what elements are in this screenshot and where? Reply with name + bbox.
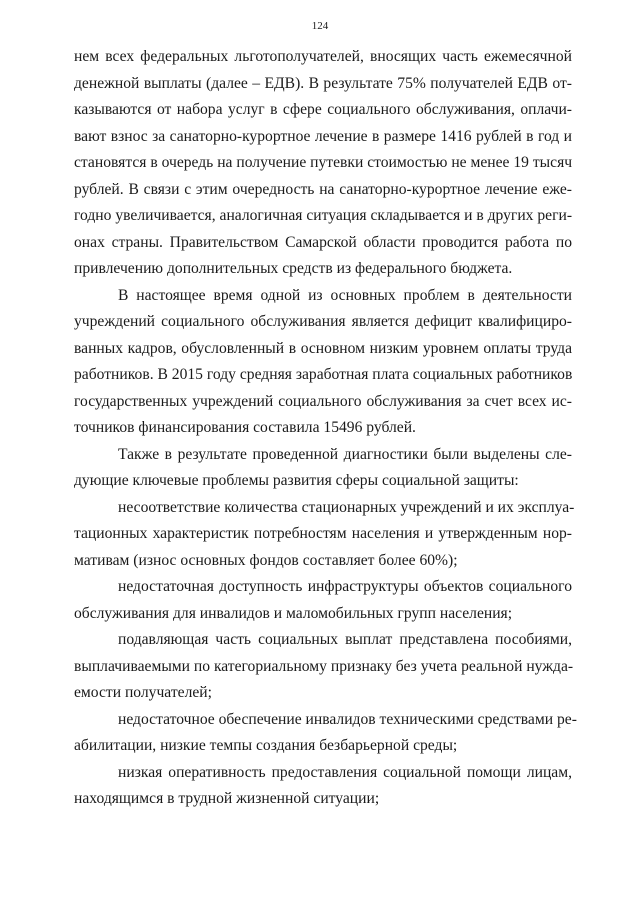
text-line: ванных кадров, обусловленный в основном низким уровнем оплаты труда	[74, 339, 572, 357]
text-line: выплачиваемыми по категориальному признаку без учета реальной нужда-	[74, 657, 574, 675]
document-body	[74, 44, 577, 813]
page-number: 124	[311, 20, 329, 32]
paragraph	[74, 574, 572, 627]
text-line: работников. В 2015 году средняя заработная плата социальных работников	[74, 366, 573, 383]
text-line: мативам (износ основных фондов составляет более 60%);	[74, 551, 458, 569]
text-line: подавляющая часть социальных выплат представлена пособиями,	[118, 631, 572, 648]
text-line: привлечению дополнительных средств из федерального бюджета.	[74, 260, 513, 277]
text-line: дующие ключевые проблемы развития сферы социальной защиты:	[74, 472, 519, 489]
paragraph	[74, 760, 572, 813]
paragraph	[74, 707, 577, 760]
text-line: В настоящее время одной из основных проблем в деятельности	[118, 286, 572, 304]
text-line: годно увеличивается, аналогичная ситуация складывается и в других реги-	[74, 207, 573, 224]
text-line: рублей. В связи с этим очередность на санаторно-курортное лечение еже-	[74, 180, 572, 198]
text-line: онах страны. Правительством Самарской области проводится работа по	[74, 233, 572, 251]
text-line: становятся в очередь на получение путевки стоимостью не менее 19 тысяч	[74, 154, 573, 171]
paragraph	[74, 627, 572, 707]
text-line: учреждений социального обслуживания является дефицит квалифициро-	[74, 313, 572, 330]
text-line: обслуживания для инвалидов и маломобильных групп населения;	[74, 604, 513, 622]
text-line: недостаточное обеспечение инвалидов техническими средствами ре-	[118, 710, 577, 728]
paragraph	[74, 442, 572, 495]
text-line: денежной выплаты (далее – ЕДВ). В результате 75% получателей ЕДВ от-	[74, 74, 572, 92]
text-line: находящимся в трудной жизненной ситуации;	[74, 790, 380, 807]
text-line: нем всех федеральных льготополучателей, вносящих часть ежемесячной	[74, 48, 572, 65]
text-line: государственных учреждений социального обслуживания за счет всех ис-	[74, 392, 572, 410]
text-line: вают взнос за санаторно-курортное лечение в размере 1416 рублей в год и	[74, 127, 572, 145]
text-line: низкая оперативность предоставления социальной помощи лицам,	[118, 763, 572, 781]
text-line: емости получателей;	[74, 684, 212, 701]
text-line: казываются от набора услуг в сфере социального обслуживания, оплачи-	[74, 101, 572, 118]
text-line: абилитации, низкие темпы создания безбарьерной среды;	[74, 737, 458, 754]
text-line: несоответствие количества стационарных учреждений и их эксплуа-	[118, 498, 575, 516]
text-line: недостаточная доступность инфраструктуры объектов социального	[118, 578, 572, 595]
paragraph	[74, 495, 575, 575]
text-line: тационных характеристик потребностям населения и утвержденным нор-	[74, 525, 572, 542]
paragraph	[74, 283, 572, 442]
paragraph	[74, 44, 572, 283]
text-line: точников финансирования составила 15496 рублей.	[74, 419, 416, 436]
text-line: Также в результате проведенной диагностики были выделены сле-	[118, 445, 572, 463]
